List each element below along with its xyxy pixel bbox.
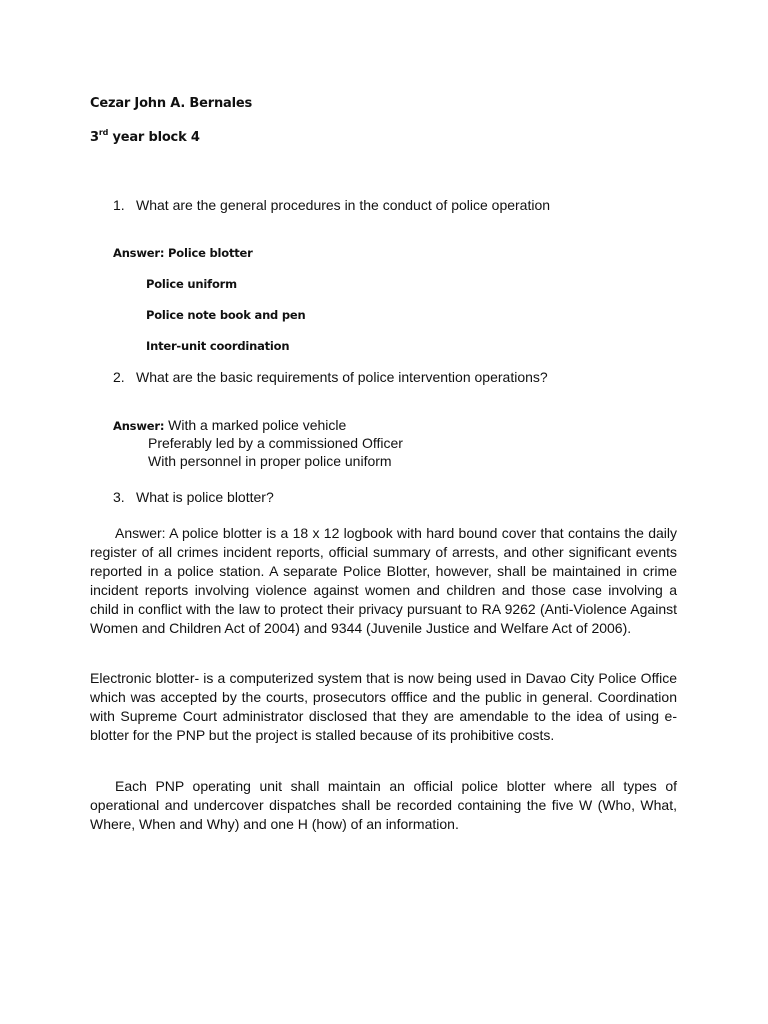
answer-item: Police blotter (168, 246, 253, 260)
question-1 (113, 197, 550, 213)
answer-1-line-1 (113, 246, 253, 260)
question-number: 1. (113, 197, 125, 213)
year-block (90, 130, 200, 145)
answer-item: Inter-unit coordination (146, 339, 290, 353)
answer-2-line-1 (113, 417, 346, 433)
answer-paragraph: Answer: A police blotter is a 18 x 12 logbook with hard bound cover that contains the daily register of all crimes incident reports, official summary of arrests, and other significant events reported in a police station. A separate Police Blotter, however, shall be maintained in crime incident reports involving violence against women and children and those case involving a child in conflict with the law to protect their privacy pursuant to RA 9262 (Anti-Violence Against Women and Children Act of 2004) and 9344 (Juvenile Justice and Welfare Act of 2006). (90, 525, 677, 636)
question-text: What is police blotter? (136, 489, 274, 505)
question-text: What are the basic requirements of police intervention operations? (136, 369, 548, 385)
pnp-blotter-paragraph: Each PNP operating unit shall maintain an official police blotter where all types of operational and undercover dispatches shall be recorded containing the five W (Who, What, Where, When and Why) and one H (how) of an information. (90, 778, 677, 832)
question-number: 2. (113, 369, 125, 385)
electronic-blotter-paragraph: Electronic blotter- is a computerized system that is now being used in Davao City Police Office which was accepted by the courts, prosecutors offfice and the public in general. Coordination with Supreme Court administrator disclosed that they are amendable to the idea of using e-blotter for the PNP but the project is stalled because of its prohibitive costs. (90, 670, 677, 743)
answer-item: With personnel in proper police uniform (148, 453, 392, 469)
answer-item: Police note book and pen (146, 308, 306, 322)
year-block-text: year block 4 (108, 130, 200, 145)
author-name: Cezar John A. Bernales (90, 96, 252, 111)
question-text: What are the general procedures in the conduct of police operation (136, 197, 551, 213)
question-number: 3. (113, 489, 125, 505)
answer-item: Preferably led by a commissioned Officer (148, 435, 403, 451)
answer-item: With a marked police vehicle (168, 417, 347, 433)
year-ordinal-suffix: rd (98, 128, 109, 137)
year-number: 3 (90, 130, 99, 145)
answer-label: Answer: (113, 419, 165, 433)
question-3 (113, 489, 274, 505)
answer-label: Answer: (113, 246, 165, 260)
answer-item: Police uniform (146, 277, 237, 291)
question-2 (113, 369, 548, 385)
